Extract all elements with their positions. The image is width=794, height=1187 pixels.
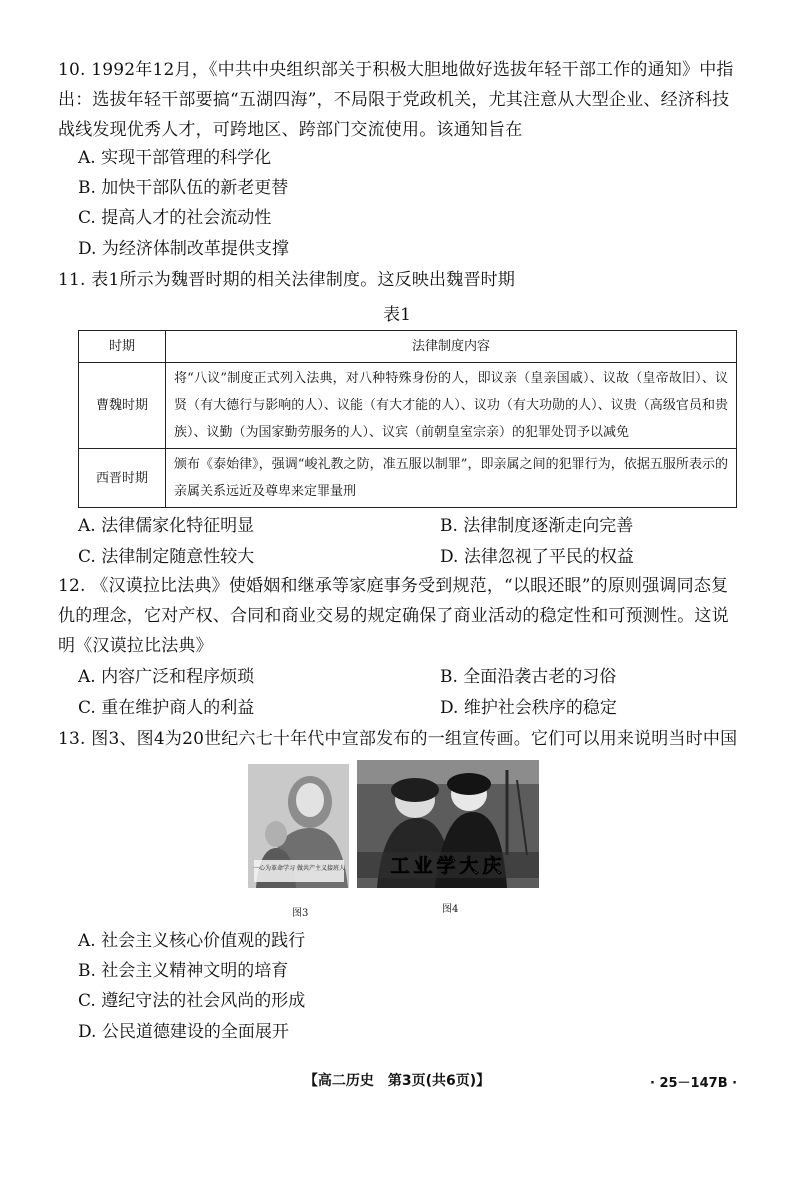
q10-option-d: D. 为经济体制改革提供支撑 [78,239,289,259]
q11-option-c: C. 法律制定随意性较大 [78,547,255,567]
q12-option-c: C. 重在维护商人的利益 [78,698,255,718]
question-13-stem: 13. 图3、图4为20世纪六七十年代中宣部发布的一组宣传画。它们可以用来说明当时中国 [58,729,738,749]
question-10-stem: 10. 1992年12月，《中共中央组织部关于积极大胆地做好选拔年轻干部工作的通知》中指出：选拔年轻干部要搞“五湖四海”，不局限于党政机关，尤其注意从大型企业、经济科技战线发现优秀人才，可跨地区、跨部门交流使用。该通知旨在 [58,60,734,140]
page-footer-title: 【高二历史 第3页(共6页)】 [303,1073,491,1089]
q10-option-b: B. 加快干部队伍的新老更替 [78,178,289,198]
table-header-row [79,331,737,363]
figure-4-caption: 图4 [442,904,459,915]
q13-option-d: D. 公民道德建设的全面展开 [78,1022,289,1042]
row-west-jin-content: 颁布《泰始律》，强调“峻礼教之防，准五服以制罪”，即亲属之间的犯罪行为，依据五服所表示的亲属关系远近及尊卑来定罪量刑 [166,449,737,508]
table-1-caption: 表1 [383,305,411,325]
row-cao-wei-period: 曹魏时期 [79,363,166,449]
q13-option-b: B. 社会主义精神文明的培育 [78,961,289,981]
table-row [79,449,737,508]
page-footer-code: · 25－147B · [650,1076,738,1091]
header-period: 时期 [79,331,166,363]
q13-option-a: A. 社会主义核心价值观的践行 [78,931,306,951]
question-12-stem: 12. 《汉谟拉比法典》使婚姻和继承等家庭事务受到规范，“以眼还眼”的原则强调同态复仇的理念，它对产权、合同和商业交易的规定确保了商业活动的稳定性和可预测性。这说明《汉谟拉比法典》 [58,576,729,656]
poster-figure-3 [248,764,349,888]
q11-option-a: A. 法律儒家化特征明显 [78,516,255,536]
poster-figure-4 [357,760,539,888]
poster-4-illustration [357,760,539,888]
poster-4-slogan: 工业学大庆 [390,855,506,877]
q10-option-c: C. 提高人才的社会流动性 [78,208,272,228]
table-row [79,363,737,449]
question-11-stem: 11. 表1所示为魏晋时期的相关法律制度。这反映出魏晋时期 [58,270,516,290]
header-content: 法律制度内容 [166,331,737,363]
q13-option-c: C. 遵纪守法的社会风尚的形成 [78,991,306,1011]
q12-option-d: D. 维护社会秩序的稳定 [440,698,617,718]
row-west-jin-period: 西晋时期 [79,449,166,508]
row-cao-wei-content: 将“八议”制度正式列入法典，对八种特殊身份的人，即议亲（皇亲国戚）、议故（皇帝故旧）、议贤（有大德行与影响的人）、议能（有大才能的人）、议功（有大功勋的人）、议贵（高级官员和贵族）、议勤（为国家勤劳服务的人）、议宾（前朝皇室宗亲）的犯罪处罚予以减免 [166,363,737,449]
q11-option-b: B. 法律制度逐渐走向完善 [440,516,634,536]
poster-3-slogan-line-1: 一心为革命学习 做共产主义接班人 [253,865,345,872]
q10-option-a: A. 实现干部管理的科学化 [78,148,272,168]
figure-3-caption: 图3 [292,908,309,919]
q11-option-d: D. 法律忽视了平民的权益 [440,547,634,567]
law-table [78,330,737,508]
q12-option-b: B. 全面沿袭古老的习俗 [440,667,617,687]
q12-option-a: A. 内容广泛和程序烦琐 [78,667,255,687]
poster-3-illustration [248,764,349,888]
